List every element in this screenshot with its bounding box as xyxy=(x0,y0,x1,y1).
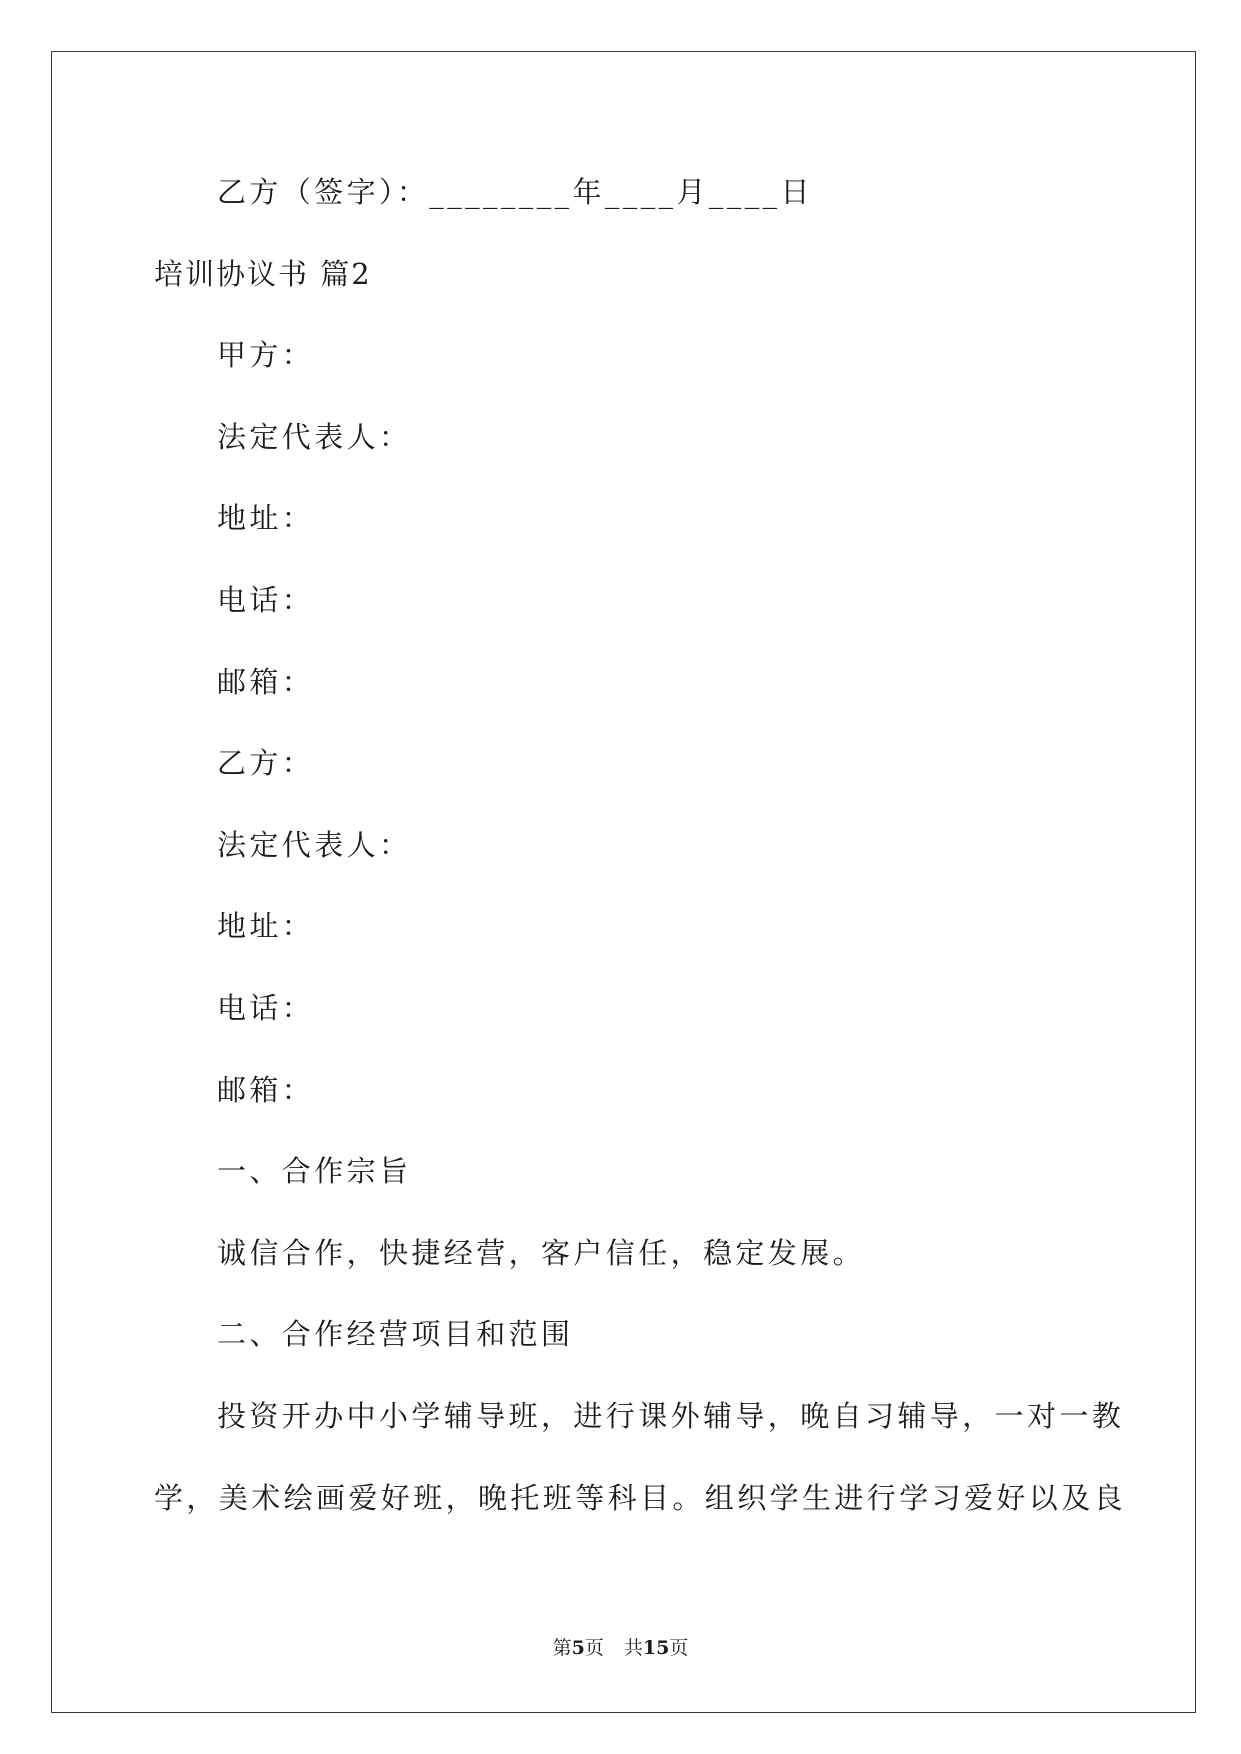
footer-page-prefix: 第 xyxy=(552,1637,572,1659)
party-b-phone: 电话： xyxy=(217,990,315,1025)
party-a-phone: 电话： xyxy=(217,582,315,617)
footer-page-total: 15 xyxy=(642,1637,670,1659)
document-body xyxy=(154,152,1127,1539)
page-footer xyxy=(0,1634,1241,1662)
party-b-email: 邮箱： xyxy=(217,1072,315,1107)
party-a-label: 甲方： xyxy=(217,338,315,373)
party-a-legal-rep: 法定代表人： xyxy=(217,419,412,454)
section-1-heading: 一、合作宗旨 xyxy=(217,1154,412,1189)
section-2-body-line: 学，美术绘画爱好班，晚托班等科目。组织学生进行学习爱好以及良 xyxy=(154,1480,1127,1515)
footer-total-prefix: 共 xyxy=(623,1637,643,1659)
party-b-label: 乙方： xyxy=(217,746,315,781)
section-title: 培训协议书 篇2 xyxy=(154,256,372,291)
footer-total-suffix: 页 xyxy=(669,1637,689,1659)
party-a-address: 地址： xyxy=(217,501,315,536)
section-2-body-line: 投资开办中小学辅导班，进行课外辅导，晚自习辅导，一对一教 xyxy=(217,1398,1125,1433)
footer-page-suffix: 页 xyxy=(584,1637,604,1659)
footer-page-current: 5 xyxy=(571,1637,585,1659)
party-b-legal-rep: 法定代表人： xyxy=(217,827,412,862)
party-b-address: 地址： xyxy=(217,909,315,944)
party-b-signature-line: 乙方（签字）：________年____月____日 xyxy=(217,175,813,209)
party-a-email: 邮箱： xyxy=(217,664,315,699)
section-1-body-line: 诚信合作，快捷经营，客户信任，稳定发展。 xyxy=(217,1235,866,1270)
section-2-heading: 二、合作经营项目和范围 xyxy=(217,1317,574,1352)
